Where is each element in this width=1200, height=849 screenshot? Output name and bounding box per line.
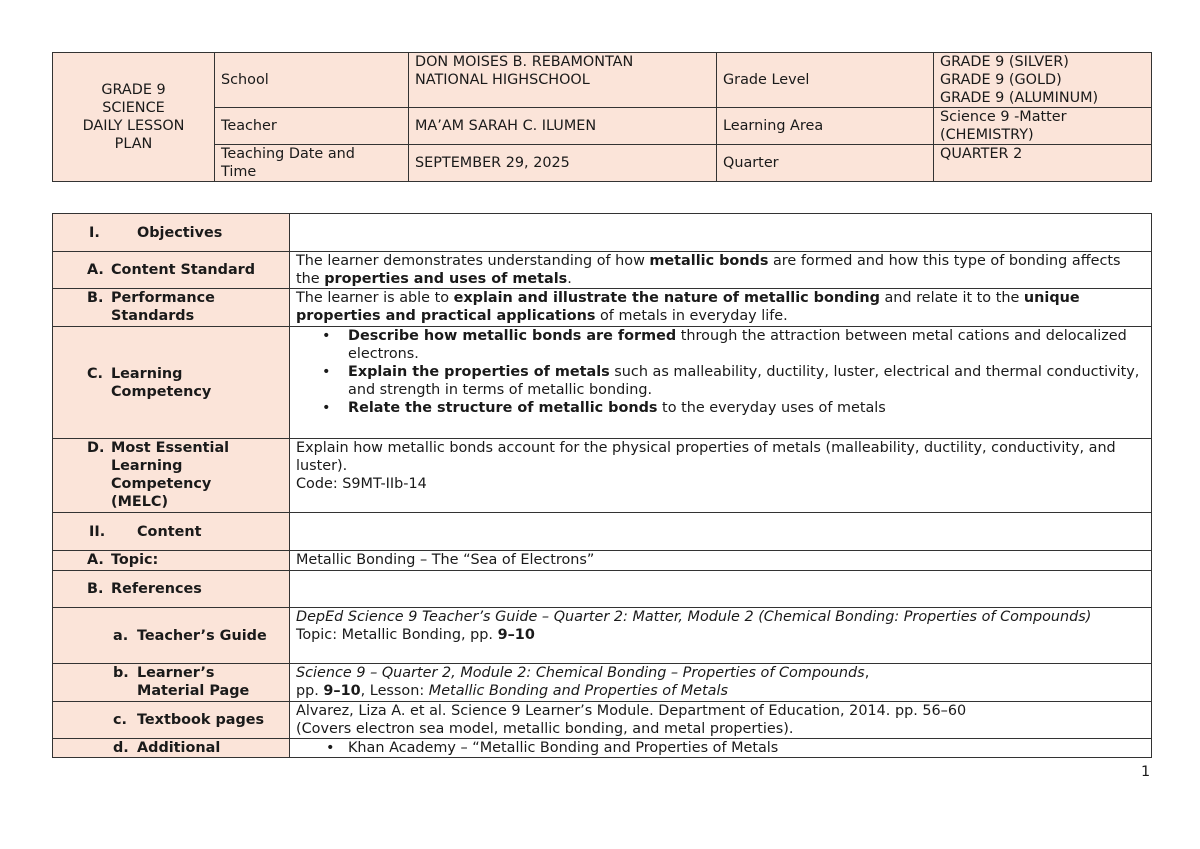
- text-bold: 9–10: [323, 683, 361, 699]
- textbook-label: [53, 702, 290, 739]
- label-line: Competency: [111, 383, 212, 400]
- label-line: Standards: [111, 308, 195, 324]
- text-run: such as malleability, ductility, luster, electrical and thermal conductivity, and strength in terms of metallic bonding.: [348, 364, 1140, 398]
- text-run: pp.: [296, 683, 324, 699]
- school-value-line: NATIONAL HIGHSCHOOL: [415, 72, 590, 88]
- textbook-line: (Covers electron sea model, metallic bonding, and metal properties).: [296, 721, 794, 737]
- grade-level-label: Grade Level: [717, 53, 934, 108]
- item-number: b.: [113, 665, 129, 681]
- header-table: [52, 52, 1152, 182]
- item-number: B.: [87, 290, 104, 306]
- item-number: d.: [113, 740, 129, 756]
- teachers-guide-value: [290, 608, 1152, 664]
- text-run: through the attraction between metal cations and delocalized electrons.: [348, 328, 1127, 362]
- text-run: to the everyday uses of metals: [657, 400, 886, 416]
- learning-area-line: (CHEMISTRY): [940, 127, 1034, 143]
- additional-row: [53, 739, 1152, 758]
- teacher-value: MA’AM SARAH C. ILUMEN: [409, 108, 717, 145]
- item-label: [111, 289, 283, 325]
- school-value: [409, 53, 717, 108]
- item-label: [137, 664, 283, 700]
- text-bold: unique properties and practical applications: [296, 290, 1080, 324]
- text-run: .: [567, 271, 572, 287]
- school-value-line: DON MOISES B. REBAMONTAN: [415, 54, 634, 70]
- label-line: Competency: [111, 476, 212, 492]
- references-row: [53, 571, 1152, 608]
- grade-level-line: GRADE 9 (GOLD): [940, 72, 1062, 88]
- section-label: Objectives: [137, 224, 223, 241]
- text-run: are formed and how this type of bonding affects the: [296, 253, 1121, 287]
- item-number: a.: [113, 627, 129, 644]
- text-run: ,: [864, 665, 870, 681]
- text-bold: Relate the structure of metallic bonds: [348, 400, 658, 416]
- text-bold: properties and uses of metals: [324, 271, 568, 287]
- quarter-value: QUARTER 2: [934, 145, 1152, 182]
- text-italic: Science 9 – Quarter 2, Module 2: Chemical Bonding – Properties of Compounds: [296, 665, 865, 681]
- text-run: The learner demonstrates understanding of how: [296, 253, 650, 269]
- text-run: of metals in everyday life.: [595, 308, 788, 324]
- topic-value: Metallic Bonding – The “Sea of Electrons”: [290, 551, 1152, 571]
- guide-topic: [296, 626, 1145, 644]
- learning-competency-row: [53, 327, 1152, 439]
- references-value: [290, 571, 1152, 608]
- list-item: [348, 399, 1145, 417]
- additional-label: [53, 739, 290, 758]
- content-standard-label: [53, 252, 290, 289]
- date-label-line: Time: [221, 164, 257, 180]
- plan-title-line: SCIENCE: [102, 100, 165, 116]
- plan-title-line: DAILY LESSON: [82, 118, 185, 134]
- item-label: Textbook pages: [137, 712, 265, 728]
- teachers-guide-row: [53, 608, 1152, 664]
- text-italic: Metallic Bonding and Properties of Metals: [428, 683, 728, 699]
- plan-title: [53, 53, 215, 182]
- objectives-row: [53, 214, 1152, 252]
- competency-list: [296, 327, 1145, 417]
- textbook-line: Alvarez, Liza A. et al. Science 9 Learner’s Module. Department of Education, 2014. pp. 56–60: [296, 703, 967, 719]
- references-label: [53, 571, 290, 608]
- text-run: , Lesson:: [360, 683, 429, 699]
- learners-material-row: [53, 664, 1152, 702]
- list-item: [348, 363, 1145, 399]
- content-label: [53, 513, 290, 551]
- text-bold: 9–10: [497, 627, 535, 643]
- item-label: Topic:: [111, 552, 159, 568]
- melc-code: Code: S9MT-IIb-14: [296, 476, 427, 492]
- content-standard-row: [53, 252, 1152, 289]
- topic-label: [53, 551, 290, 571]
- learning-competency-value: [290, 327, 1152, 439]
- textbook-value: [290, 702, 1152, 739]
- school-label: School: [215, 53, 409, 108]
- section-label: Content: [137, 523, 202, 540]
- melc-row: [53, 439, 1152, 513]
- section-number: I.: [89, 224, 100, 241]
- date-value: SEPTEMBER 29, 2025: [409, 145, 717, 182]
- list-item: [348, 327, 1145, 363]
- text-run: The learner is able to: [296, 290, 454, 306]
- teacher-label: Teacher: [215, 108, 409, 145]
- item-number: D.: [87, 440, 105, 456]
- label-line: Learning: [111, 458, 183, 474]
- material-title-line: [296, 664, 1145, 682]
- plan-title-line: PLAN: [114, 136, 153, 152]
- performance-standards-value: [290, 289, 1152, 327]
- item-number: C.: [87, 365, 104, 382]
- melc-label: [53, 439, 290, 513]
- text-run: and relate it to the: [879, 290, 1024, 306]
- text-bold: Explain the properties of metals: [348, 364, 610, 380]
- item-number: A.: [87, 262, 104, 278]
- grade-level-line: GRADE 9 (ALUMINUM): [940, 90, 1099, 106]
- objectives-label: [53, 214, 290, 252]
- grade-level-value: [934, 53, 1152, 108]
- content-standard-value: [290, 252, 1152, 289]
- learning-area-label: Learning Area: [717, 108, 934, 145]
- text-run: Topic: Metallic Bonding, pp.: [296, 627, 498, 643]
- textbook-row: [53, 702, 1152, 739]
- item-label: Teacher’s Guide: [137, 627, 267, 644]
- item-number: c.: [113, 712, 127, 728]
- text-bold: metallic bonds: [649, 253, 769, 269]
- material-pages-line: [296, 682, 1145, 700]
- item-label: Content Standard: [111, 262, 256, 278]
- guide-title: DepEd Science 9 Teacher’s Guide – Quarter 2: Matter, Module 2 (Chemical Bonding: Properties of Compounds): [296, 609, 1092, 625]
- content-row: [53, 513, 1152, 551]
- learners-material-label: [53, 664, 290, 702]
- learners-material-value: [290, 664, 1152, 702]
- quarter-label: Quarter: [717, 145, 934, 182]
- teachers-guide-label: [53, 608, 290, 664]
- label-line: Material Page: [137, 683, 250, 699]
- lesson-table: [52, 213, 1152, 758]
- date-label: [215, 145, 409, 182]
- label-line: Learning: [111, 365, 183, 382]
- topic-row: [53, 551, 1152, 571]
- label-line: Performance: [111, 290, 215, 306]
- item-label: Additional: [137, 740, 221, 756]
- item-number: B.: [87, 581, 104, 597]
- item-label: [111, 439, 283, 511]
- objectives-value: [290, 214, 1152, 252]
- learning-area-value: [934, 108, 1152, 145]
- content-value: [290, 513, 1152, 551]
- performance-standards-row: [53, 289, 1152, 327]
- learning-competency-label: [53, 327, 290, 439]
- melc-text: Explain how metallic bonds account for the physical properties of metals (malleability, ductility, conductivity, and luster).: [296, 440, 1116, 474]
- section-number: II.: [89, 523, 106, 540]
- item-label: References: [111, 581, 202, 597]
- label-line: Learner’s: [137, 665, 215, 681]
- page-number: 1: [1141, 764, 1151, 780]
- learning-area-line: Science 9 -Matter: [940, 109, 1067, 125]
- text-bold: explain and illustrate the nature of metallic bonding: [453, 290, 880, 306]
- grade-level-line: GRADE 9 (SILVER): [940, 54, 1069, 70]
- melc-value: [290, 439, 1152, 513]
- performance-standards-label: [53, 289, 290, 327]
- list-item: • Khan Academy – “Metallic Bonding and Properties of Metals: [348, 739, 1145, 757]
- additional-list: [296, 739, 1145, 757]
- additional-value: [290, 739, 1152, 758]
- label-line: Most Essential: [111, 440, 230, 456]
- item-label: [111, 365, 283, 401]
- item-number: A.: [87, 552, 104, 568]
- label-line: (MELC): [111, 494, 169, 510]
- text-bold: Describe how metallic bonds are formed: [348, 328, 677, 344]
- plan-title-line: GRADE 9: [101, 82, 166, 98]
- date-label-line: Teaching Date and: [221, 146, 355, 162]
